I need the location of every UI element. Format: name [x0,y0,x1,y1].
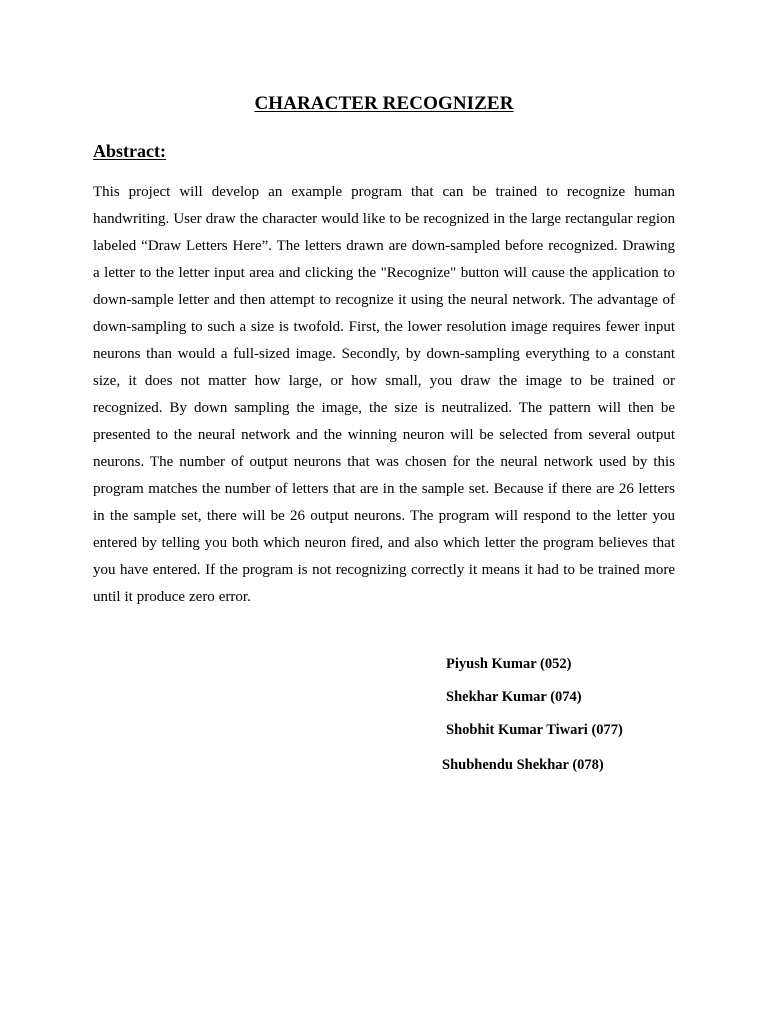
author-name: Piyush Kumar (052) [446,656,572,672]
author-name: Shekhar Kumar (074) [446,689,582,705]
document-title: CHARACTER RECOGNIZER [254,93,514,114]
author-name: Shubhendu Shekhar (078) [442,757,604,773]
abstract-paragraph: This project will develop an example program that can be trained to recognize human handwriting. User draw the character would like to be recognized in the large rectangular region labeled “Draw Letters Here”. The letters drawn are down-sampled before recognized. Drawing a letter to the letter input area and clicking the "Recognize" button will cause the application to down-sample letter and then attempt to recognize it using the neural network. The advantage of down-sampling to such a size is twofold. First, the lower resolution image requires fewer input neurons than would a full-sized image. Secondly, by down-sampling everything to a constant size, it does not matter how large, or how small, you draw the image to be trained or recognized. By down sampling the image, the size is neutralized. The pattern will then be presented to the neural network and the winning neuron will be selected from several output neurons. The number of output neurons that was chosen for the neural network used by this program matches the number of letters that are in the sample set. Because if there are 26 letters in the sample set, there will be 26 output neurons. The program will respond to the letter you entered by telling you both which neuron fired, and also which letter the program believes that you have entered. If the program is not recognizing correctly it means it had to be trained more until it produce zero error. [93,184,675,605]
abstract-heading: Abstract: [93,141,166,161]
author-name: Shobhit Kumar Tiwari (077) [446,722,623,738]
